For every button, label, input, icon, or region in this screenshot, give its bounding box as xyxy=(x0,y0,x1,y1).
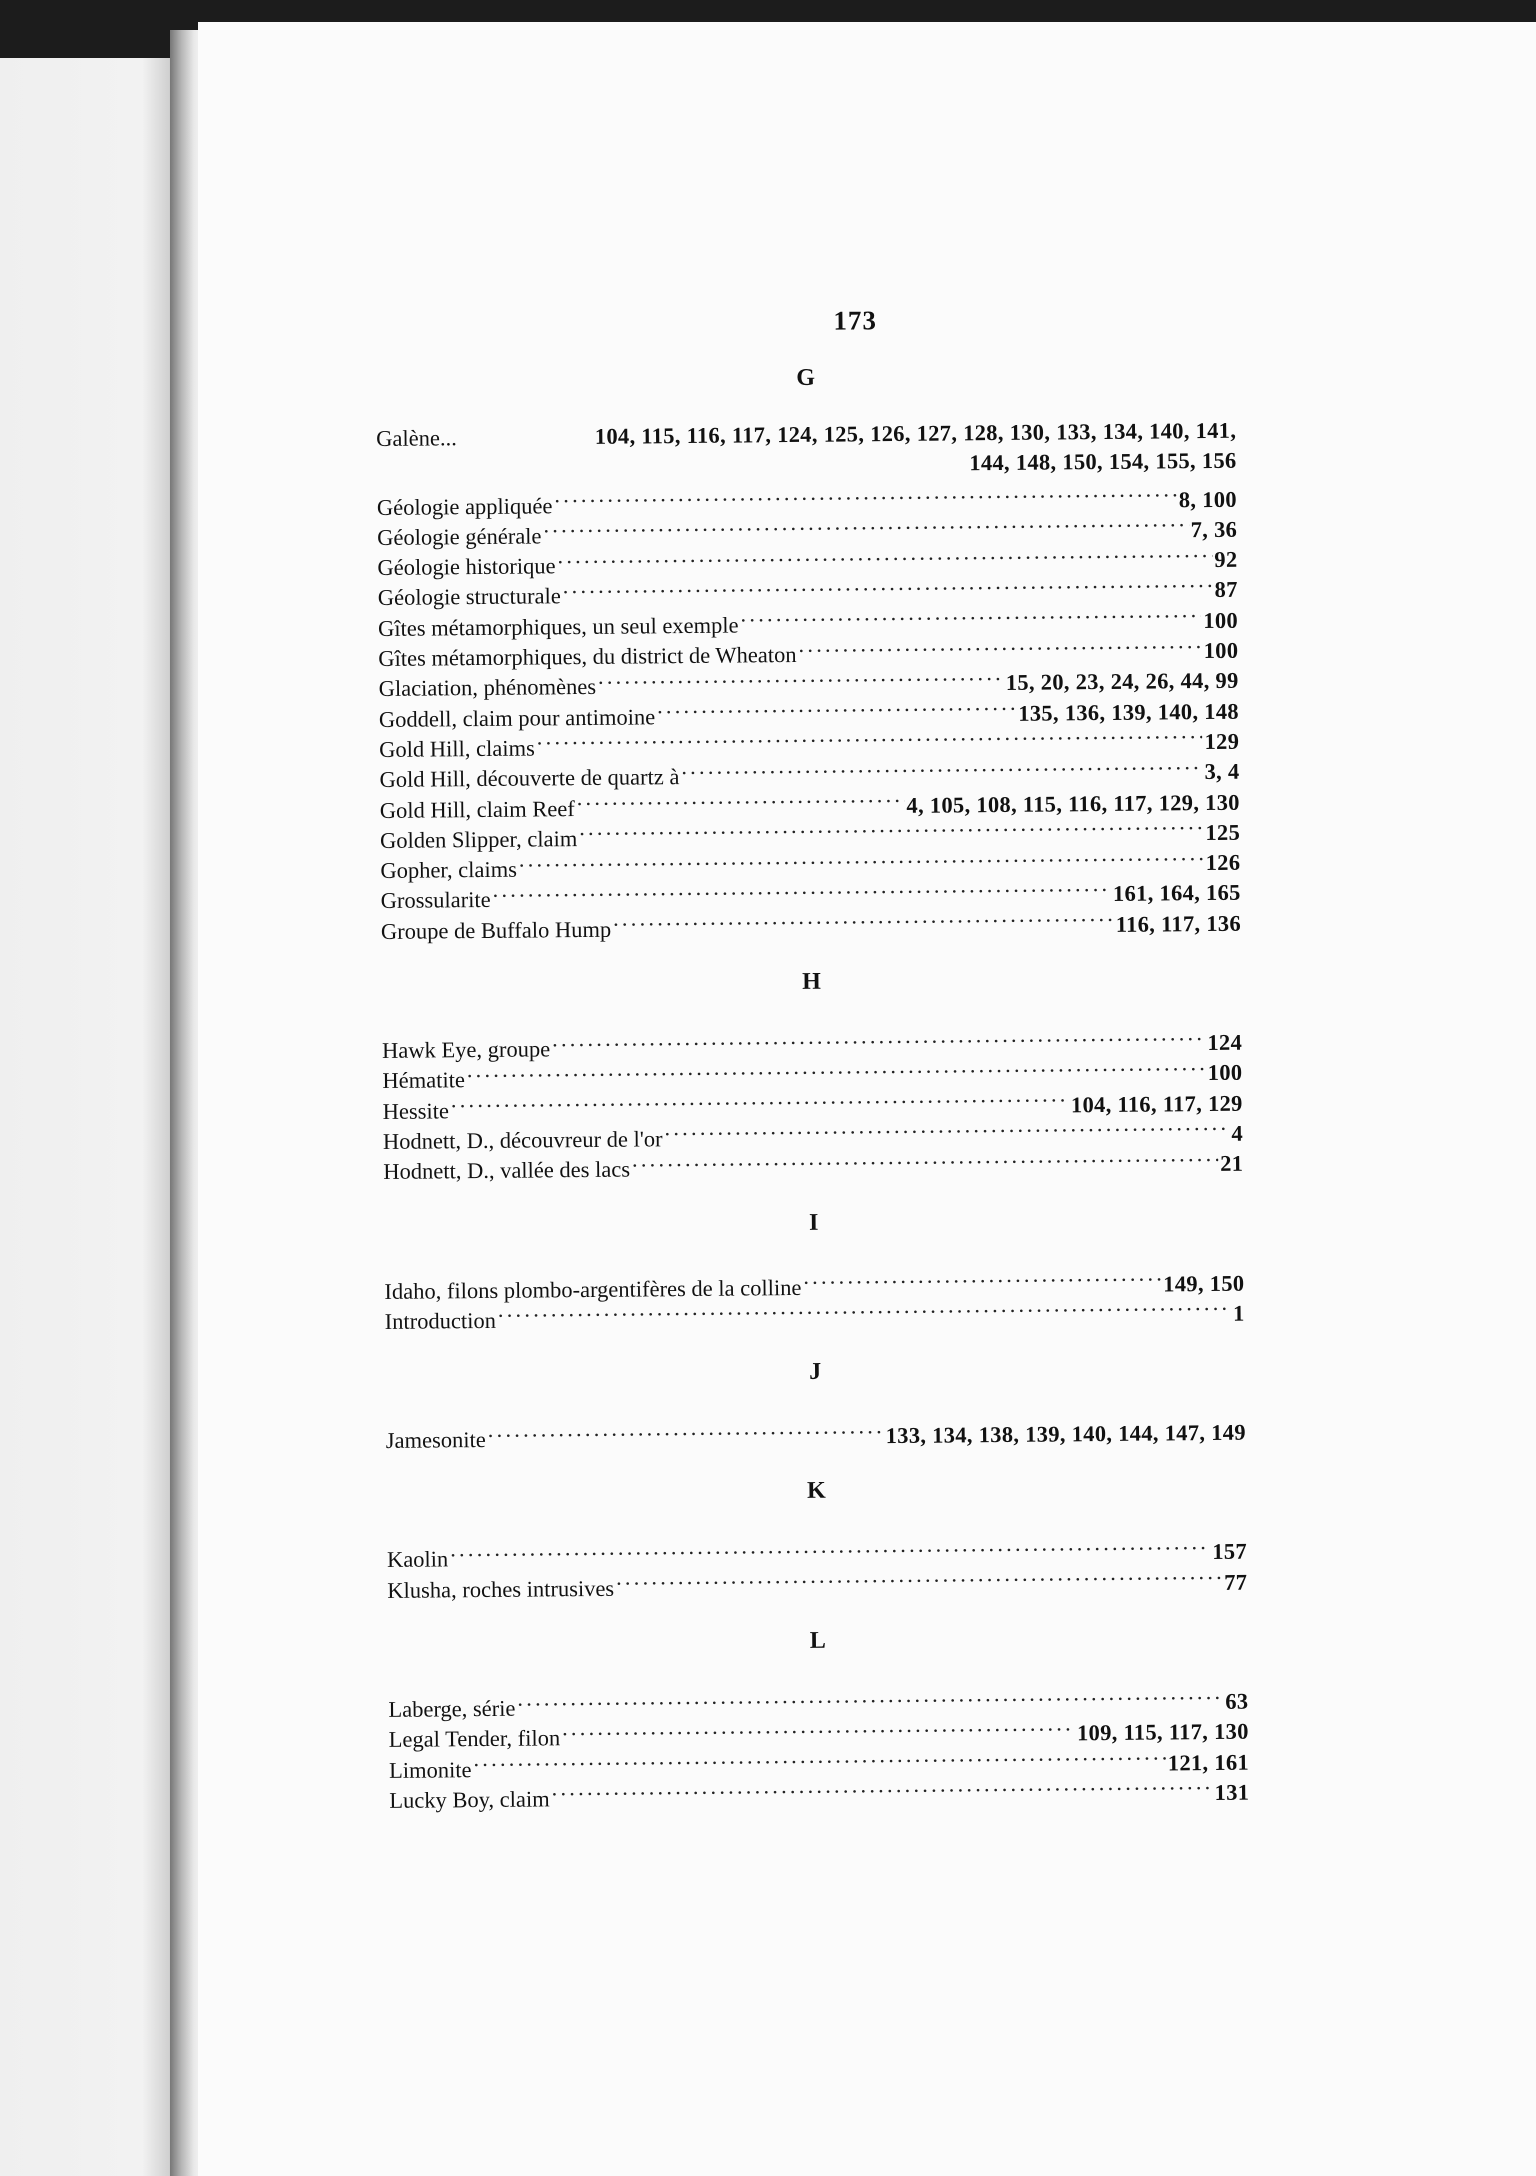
entry-pages: 149, 150 xyxy=(1163,1270,1245,1297)
entry-pages: 109, 115, 117, 130 xyxy=(1076,1718,1249,1746)
entry-pages: 133, 134, 138, 139, 140, 144, 147, 149 xyxy=(885,1419,1246,1449)
leader-dots xyxy=(632,1141,1218,1177)
facing-page-edge xyxy=(0,58,178,2176)
leader-dots xyxy=(616,1560,1222,1596)
entry-pages: 87 xyxy=(1214,577,1238,603)
leader-dots xyxy=(551,1770,1212,1806)
entry-term: Goddell, claim pour antimoine xyxy=(378,704,656,732)
index-section-h xyxy=(381,965,1244,1185)
leader-dots xyxy=(598,660,1004,694)
section-letter: H xyxy=(802,968,821,995)
entry-term: Glaciation, phénomènes xyxy=(378,674,597,702)
index-entry xyxy=(385,1410,1246,1454)
section-letter: L xyxy=(809,1627,826,1654)
index-section-l xyxy=(388,1624,1250,1813)
entry-term: Klusha, roches intrusives xyxy=(387,1575,615,1603)
entry-term: Hodnett, D., vallée des lacs xyxy=(383,1156,631,1185)
index-section-i xyxy=(384,1205,1245,1334)
leader-dots xyxy=(577,783,905,816)
entry-pages: 131 xyxy=(1214,1779,1250,1805)
entry-pages: 161, 164, 165 xyxy=(1112,880,1241,907)
entry-pages: 121, 161 xyxy=(1167,1749,1250,1776)
entry-pages: 92 xyxy=(1214,546,1238,573)
entry-term: Jamesonite xyxy=(385,1427,486,1454)
section-letter: K xyxy=(806,1478,826,1505)
index-section-g xyxy=(376,361,1242,944)
entry-term: Groupe de Buffalo Hump xyxy=(380,916,612,944)
entry-pages: 4, 105, 108, 115, 116, 117, 129, 130 xyxy=(906,789,1240,818)
entry-term: Galène... xyxy=(376,425,457,451)
entry-term: Grossularite xyxy=(380,887,491,914)
entry-term: Hawk Eye, groupe xyxy=(381,1036,551,1064)
entry-term: Gold Hill, découverte de quartz à xyxy=(379,764,680,793)
section-letter: J xyxy=(809,1358,822,1386)
entry-term: Legal Tender, filon xyxy=(388,1725,561,1753)
entry-pages: 15, 20, 23, 24, 26, 44, 99 xyxy=(1005,668,1239,696)
section-letter: G xyxy=(796,364,816,391)
entry-term: Laberge, série xyxy=(388,1695,516,1722)
entry-pages: 1 xyxy=(1232,1300,1245,1326)
leader-dots xyxy=(488,1413,884,1447)
entry-pages: 129 xyxy=(1204,728,1240,755)
leader-dots xyxy=(681,749,1202,784)
index-section-j xyxy=(385,1355,1246,1454)
entry-term: Gopher, claims xyxy=(380,856,518,884)
entry-pages-continued: 144, 148, 150, 154, 155, 156 xyxy=(969,448,1237,476)
entry-term: Gold Hill, claims xyxy=(379,735,535,762)
entry-term: Hématite xyxy=(382,1067,465,1094)
leader-dots xyxy=(657,691,1016,724)
section-letter: I xyxy=(808,1209,819,1236)
entry-pages: 157 xyxy=(1212,1539,1248,1565)
entry-term: Gîtes métamorphiques, un seul exemple xyxy=(377,612,739,641)
entry-term: Limonite xyxy=(388,1756,472,1783)
entry-pages: 100 xyxy=(1207,1060,1243,1086)
entry-pages: 100 xyxy=(1203,637,1239,664)
entry-pages: 126 xyxy=(1205,849,1241,876)
leader-dots xyxy=(803,1261,1161,1294)
entry-term: Hodnett, D., découvreur de l'or xyxy=(382,1126,663,1154)
entry-term: Gîtes métamorphiques, du district de Wheaton xyxy=(378,642,797,672)
index-page-content xyxy=(375,302,1250,1842)
leader-dots xyxy=(498,1291,1231,1328)
entry-pages: 125 xyxy=(1205,819,1241,845)
entry-pages: 100 xyxy=(1203,607,1239,633)
entry-pages: 63 xyxy=(1225,1688,1249,1714)
entry-pages: 21 xyxy=(1220,1150,1244,1177)
entry-pages: 104, 115, 116, 117, 124, 125, 126, 127, 128, 130, 133, 134, 140, 141, xyxy=(594,417,1237,449)
entry-term: Géologie structurale xyxy=(377,583,561,611)
entry-pages: 116, 117, 136 xyxy=(1115,910,1242,937)
entry-term: Gold Hill, claim Reef xyxy=(379,795,575,823)
entry-pages: 124 xyxy=(1207,1029,1243,1056)
entry-pages: 77 xyxy=(1224,1569,1248,1595)
entry-term: Géologie générale xyxy=(377,523,542,550)
leader-dots xyxy=(740,598,1201,632)
entry-term: Géologie historique xyxy=(377,553,556,581)
entry-term: Géologie appliquée xyxy=(376,492,553,520)
entry-pages: 4 xyxy=(1231,1120,1244,1146)
entry-pages: 8, 100 xyxy=(1178,486,1237,512)
entry-term: Lucky Boy, claim xyxy=(389,1786,550,1813)
entry-term: Golden Slipper, claim xyxy=(379,825,578,853)
entry-pages: 135, 136, 139, 140, 148 xyxy=(1018,698,1240,726)
entry-term: Hessite xyxy=(382,1097,450,1124)
index-section-k xyxy=(386,1474,1248,1603)
page-number: 173 xyxy=(833,305,878,336)
leader-dots xyxy=(562,1711,1075,1746)
leader-dots xyxy=(613,902,1114,937)
entry-pages: 104, 116, 117, 129 xyxy=(1070,1090,1243,1117)
entry-term: Introduction xyxy=(384,1307,497,1334)
entry-pages: 3, 4 xyxy=(1204,758,1240,785)
entry-term: Kaolin xyxy=(386,1546,449,1573)
leader-dots xyxy=(798,628,1201,662)
entry-term: Idaho, filons plombo-argentifères de la colline xyxy=(384,1274,802,1304)
entry-pages: 7, 36 xyxy=(1190,516,1238,543)
